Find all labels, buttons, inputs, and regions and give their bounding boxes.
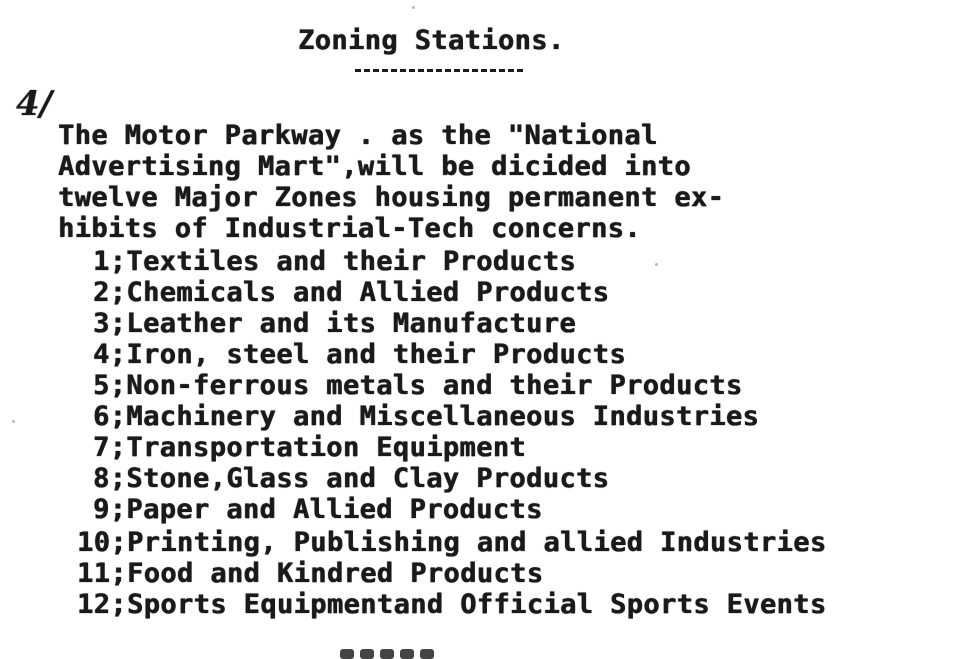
zone-item: 6;Machinery and Miscellaneous Industries	[93, 401, 760, 432]
handwritten-page-mark: 4/	[16, 84, 53, 124]
paragraph-line: Advertising Mart",will be dicided into	[58, 151, 691, 182]
zone-item: 11;Food and Kindred Products	[77, 558, 544, 589]
zone-item: 10;Printing, Publishing and allied Industries	[77, 527, 827, 558]
paragraph-line: The Motor Parkway . as the "National	[58, 120, 658, 151]
zone-item: 2;Chemicals and Allied Products	[93, 277, 610, 308]
zone-item: 3;Leather and its Manufacture	[93, 308, 577, 339]
zone-item: 5;Non-ferrous metals and their Products	[93, 370, 743, 401]
title-underline	[355, 69, 523, 72]
paragraph-line: twelve Major Zones housing permanent ex-	[58, 182, 725, 213]
document-title: Zoning Stations.	[298, 25, 565, 56]
zone-item: 9;Paper and Allied Products	[93, 494, 543, 525]
paper-speck	[412, 6, 415, 9]
zone-item: 4;Iron, steel and their Products	[93, 339, 626, 370]
paper-speck	[655, 263, 658, 266]
paper-speck	[12, 420, 15, 423]
cropped-next-line-mark	[340, 644, 460, 659]
paragraph-line: hibits of Industrial-Tech concerns.	[58, 213, 641, 244]
zone-item: 8;Stone,Glass and Clay Products	[93, 463, 610, 494]
zone-item: 1;Textiles and their Products	[93, 246, 577, 277]
zone-item: 7;Transportation Equipment	[93, 432, 527, 463]
zone-item: 12;Sports Equipmentand Official Sports Events	[77, 589, 827, 620]
